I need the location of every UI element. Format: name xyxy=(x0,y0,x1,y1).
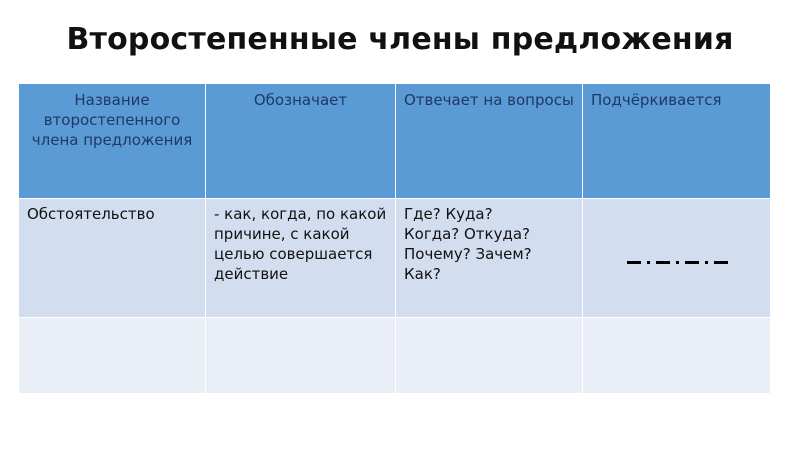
header-underline: Подчёркивается xyxy=(583,84,771,199)
cell-empty xyxy=(583,318,771,394)
cell-questions: Где? Куда? Когда? Откуда? Почему? Зачем? Как? xyxy=(396,199,583,318)
table-row xyxy=(19,199,771,318)
cell-underline xyxy=(583,199,771,318)
cell-empty xyxy=(206,318,396,394)
cell-member-name: Обстоятельство xyxy=(19,199,206,318)
table-row xyxy=(19,318,771,394)
cell-empty xyxy=(396,318,583,394)
page-title: Второстепенные члены предложения xyxy=(66,22,734,57)
table-header-row xyxy=(19,84,771,199)
cell-empty xyxy=(19,318,206,394)
secondary-members-table xyxy=(18,83,771,394)
header-questions: Отвечает на вопросы xyxy=(396,84,583,199)
cell-meaning: - как, когда, по какой причине, с какой целью совершается действие xyxy=(206,199,396,318)
dash-dot-line-icon xyxy=(627,261,728,264)
header-meaning: Обозначает xyxy=(206,84,396,199)
header-name: Название второстепенного члена предложения xyxy=(19,84,206,199)
